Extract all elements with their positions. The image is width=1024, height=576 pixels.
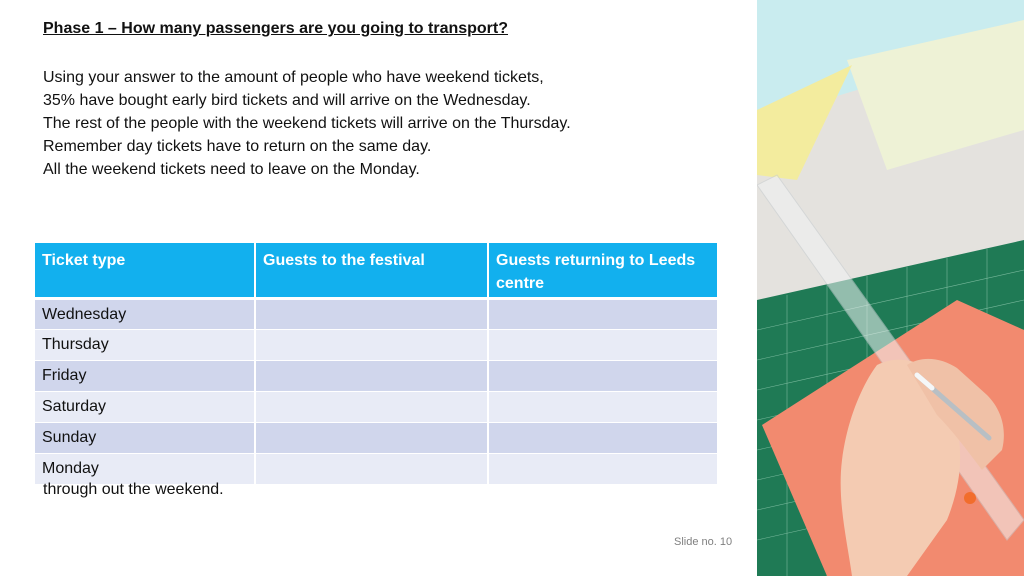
header-guests-returning: Guests returning to Leeds centre [488, 243, 717, 299]
guests-returning-cell[interactable] [488, 392, 717, 423]
table-row [35, 330, 717, 361]
guests-to-festival-cell[interactable] [255, 330, 488, 361]
slide-number: Slide no. 10 [674, 536, 733, 548]
ticket-type-cell[interactable]: Sunday [35, 423, 255, 454]
ticket-table [35, 243, 717, 485]
instruction-line: The rest of the people with the weekend tickets will arrive on the Thursday. [43, 115, 571, 132]
guests-to-festival-cell[interactable] [255, 454, 488, 485]
table-row [35, 423, 717, 454]
table-row [35, 454, 717, 485]
ticket-type-cell[interactable]: Thursday [35, 330, 255, 361]
ticket-type-cell[interactable]: Wednesday [35, 299, 255, 330]
ticket-type-cell[interactable]: Friday [35, 361, 255, 392]
guests-returning-cell[interactable] [488, 361, 717, 392]
instruction-line: Using your answer to the amount of people who have weekend tickets, [43, 69, 544, 86]
slide-heading: Phase 1 – How many passengers are you going to transport? [43, 20, 509, 37]
instruction-line: 35% have bought early bird tickets and will arrive on the Wednesday. [43, 92, 531, 109]
guests-to-festival-cell[interactable] [255, 361, 488, 392]
table-header-row [35, 243, 717, 299]
table-row [35, 299, 717, 330]
guests-returning-cell[interactable] [488, 299, 717, 330]
guests-returning-cell[interactable] [488, 423, 717, 454]
craft-photo [757, 0, 1024, 576]
ticket-type-cell[interactable]: Saturday [35, 392, 255, 423]
guests-returning-cell[interactable] [488, 330, 717, 361]
ticket-type-cell[interactable]: Monday [35, 454, 255, 485]
header-guests-to-festival: Guests to the festival [255, 243, 488, 299]
guests-returning-cell[interactable] [488, 454, 717, 485]
overflow-text: through out the weekend. [43, 481, 224, 498]
craft-photo-illustration [757, 0, 1024, 576]
table-row [35, 361, 717, 392]
instruction-line: All the weekend tickets need to leave on the Monday. [43, 161, 420, 178]
guests-to-festival-cell[interactable] [255, 299, 488, 330]
instructions [43, 66, 723, 181]
guests-to-festival-cell[interactable] [255, 423, 488, 454]
instruction-line: Remember day tickets have to return on the same day. [43, 138, 432, 155]
guests-to-festival-cell[interactable] [255, 392, 488, 423]
header-ticket-type: Ticket type [35, 243, 255, 299]
table-row [35, 392, 717, 423]
